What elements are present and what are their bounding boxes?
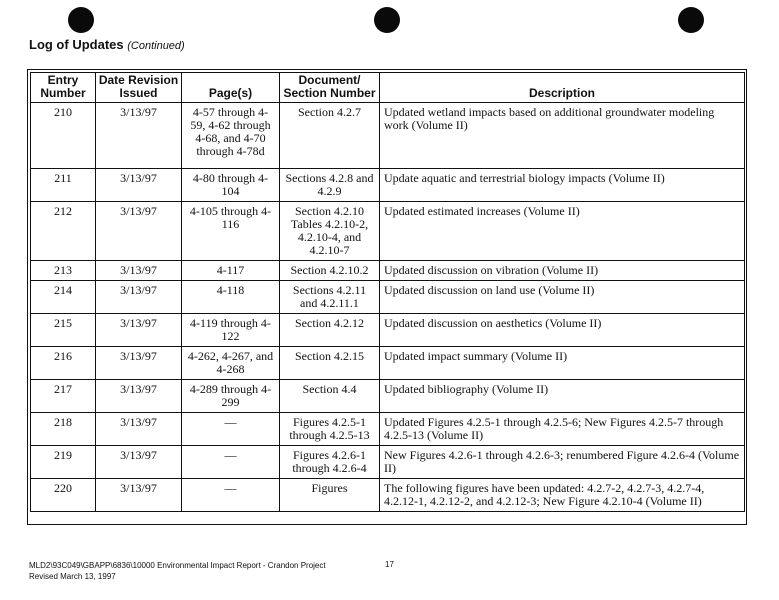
cell-entry: 216 xyxy=(31,347,96,380)
cell-date: 3/13/97 xyxy=(96,446,182,479)
heading-continued: (Continued) xyxy=(127,40,185,52)
page-number: 17 xyxy=(385,560,394,569)
cell-pages: 4-289 through 4-299 xyxy=(182,380,280,413)
cell-entry: 218 xyxy=(31,413,96,446)
footer-project-line: MLD2\93C049\GBAPP\6836\10000 Environmental Impact Report - Crandon Project xyxy=(29,561,326,570)
binder-hole-right xyxy=(678,7,704,33)
cell-description: Updated impact summary (Volume II) xyxy=(380,347,745,380)
table-row xyxy=(31,103,745,169)
cell-date: 3/13/97 xyxy=(96,314,182,347)
cell-pages: 4-105 through 4-116 xyxy=(182,202,280,261)
cell-section: Section 4.2.12 xyxy=(280,314,380,347)
cell-description: Updated wetland impacts based on additional groundwater modeling work (Volume II) xyxy=(380,103,745,169)
cell-description: New Figures 4.2.6-1 through 4.2.6-3; renumbered Figure 4.2.6-4 (Volume II) xyxy=(380,446,745,479)
cell-description: Updated discussion on land use (Volume II) xyxy=(380,281,745,314)
cell-entry: 213 xyxy=(31,261,96,281)
cell-section: Section 4.2.7 xyxy=(280,103,380,169)
cell-description: Updated bibliography (Volume II) xyxy=(380,380,745,413)
cell-section: Figures 4.2.6-1 through 4.2.6-4 xyxy=(280,446,380,479)
table-row xyxy=(31,314,745,347)
page-footer xyxy=(29,560,326,582)
cell-pages: 4-262, 4-267, and 4-268 xyxy=(182,347,280,380)
page-heading xyxy=(29,37,185,52)
cell-entry: 211 xyxy=(31,169,96,202)
table-row xyxy=(31,202,745,261)
cell-entry: 220 xyxy=(31,479,96,512)
cell-pages: 4-119 through 4-122 xyxy=(182,314,280,347)
cell-section: Sections 4.2.8 and 4.2.9 xyxy=(280,169,380,202)
cell-pages: 4-57 through 4-59, 4-62 through 4-68, and 4-70 through 4-78d xyxy=(182,103,280,169)
binder-hole-center xyxy=(374,7,400,33)
cell-entry: 217 xyxy=(31,380,96,413)
table-row xyxy=(31,261,745,281)
col-entry-number: Entry Number xyxy=(31,73,96,103)
heading-title: Log of Updates xyxy=(29,37,124,52)
cell-section: Section 4.2.10.2 xyxy=(280,261,380,281)
cell-date: 3/13/97 xyxy=(96,347,182,380)
cell-date: 3/13/97 xyxy=(96,413,182,446)
footer-revised-line: Revised March 13, 1997 xyxy=(29,572,116,581)
binder-hole-left xyxy=(68,7,94,33)
table-row xyxy=(31,413,745,446)
table-row xyxy=(31,169,745,202)
col-date-revision: Date Revision Issued xyxy=(96,73,182,103)
col-pages: Page(s) xyxy=(182,73,280,103)
cell-description: Updated Figures 4.2.5-1 through 4.2.5-6; New Figures 4.2.5-7 through 4.2.5-13 (Volume II) xyxy=(380,413,745,446)
cell-date: 3/13/97 xyxy=(96,380,182,413)
cell-pages: — xyxy=(182,446,280,479)
table-header-row xyxy=(31,73,745,103)
cell-description: Updated estimated increases (Volume II) xyxy=(380,202,745,261)
col-description: Description xyxy=(380,73,745,103)
cell-section: Figures 4.2.5-1 through 4.2.5-13 xyxy=(280,413,380,446)
updates-table xyxy=(30,72,745,512)
cell-pages: — xyxy=(182,479,280,512)
cell-description: Updated discussion on aesthetics (Volume II) xyxy=(380,314,745,347)
table-row xyxy=(31,479,745,512)
cell-section: Sections 4.2.11 and 4.2.11.1 xyxy=(280,281,380,314)
cell-date: 3/13/97 xyxy=(96,281,182,314)
col-section: Document/ Section Number xyxy=(280,73,380,103)
cell-description: Updated discussion on vibration (Volume II) xyxy=(380,261,745,281)
cell-pages: 4-117 xyxy=(182,261,280,281)
cell-date: 3/13/97 xyxy=(96,169,182,202)
cell-description: The following figures have been updated: 4.2.7-2, 4.2.7-3, 4.2.7-4, 4.2.12-1, 4.2.12-2, and 4.2.12-3; New Figure 4.2.10-4 (Volume II) xyxy=(380,479,745,512)
cell-pages: — xyxy=(182,413,280,446)
cell-pages: 4-118 xyxy=(182,281,280,314)
cell-pages: 4-80 through 4-104 xyxy=(182,169,280,202)
table-row xyxy=(31,446,745,479)
cell-date: 3/13/97 xyxy=(96,202,182,261)
table-row xyxy=(31,281,745,314)
cell-section: Section 4.2.15 xyxy=(280,347,380,380)
cell-entry: 214 xyxy=(31,281,96,314)
cell-date: 3/13/97 xyxy=(96,103,182,169)
cell-entry: 215 xyxy=(31,314,96,347)
table-row xyxy=(31,347,745,380)
cell-entry: 210 xyxy=(31,103,96,169)
cell-description: Update aquatic and terrestrial biology impacts (Volume II) xyxy=(380,169,745,202)
cell-date: 3/13/97 xyxy=(96,261,182,281)
cell-entry: 212 xyxy=(31,202,96,261)
cell-section: Section 4.2.10 Tables 4.2.10-2, 4.2.10-4, and 4.2.10-7 xyxy=(280,202,380,261)
cell-date: 3/13/97 xyxy=(96,479,182,512)
cell-section: Figures xyxy=(280,479,380,512)
table-row xyxy=(31,380,745,413)
cell-section: Section 4.4 xyxy=(280,380,380,413)
cell-entry: 219 xyxy=(31,446,96,479)
